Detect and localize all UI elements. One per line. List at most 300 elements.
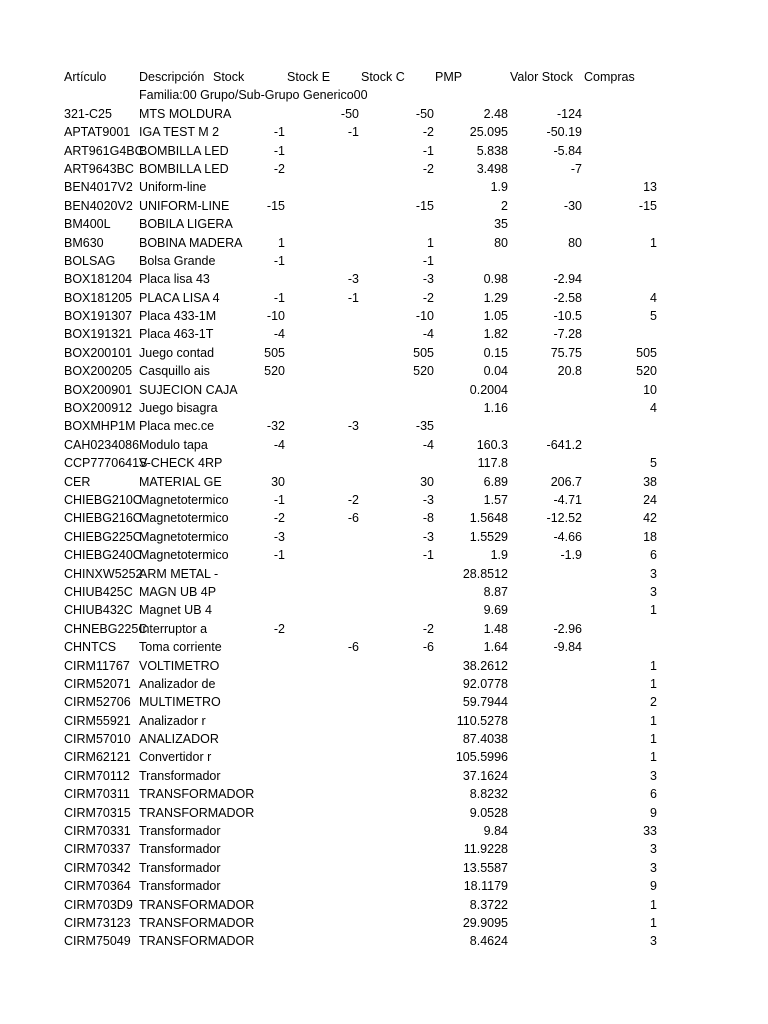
cell-stock xyxy=(213,657,285,675)
cell-stock: -32 xyxy=(266,419,285,434)
cell-stock-e xyxy=(287,325,359,343)
cell-stock-c xyxy=(361,693,434,711)
cell-stock-e xyxy=(287,399,359,417)
cell-compras: 3 xyxy=(650,768,657,783)
cell-compras: 6 xyxy=(650,548,657,563)
cell-stock-e xyxy=(287,730,359,748)
cell-descripcion: Transformador xyxy=(139,860,221,875)
cell-stock: -4 xyxy=(273,327,285,342)
cell-stock: 520 xyxy=(264,364,285,379)
cell-stock-e xyxy=(287,178,359,196)
table-row xyxy=(0,234,768,252)
cell-articulo: BOX200205 xyxy=(64,364,133,379)
cell-stock-c: -4 xyxy=(422,327,434,342)
cell-valor-stock: -12.52 xyxy=(546,511,582,526)
header-compras: Compras xyxy=(584,70,635,84)
cell-compras: 13 xyxy=(643,180,657,195)
table-row xyxy=(0,399,768,417)
cell-stock-e xyxy=(287,693,359,711)
cell-stock: -4 xyxy=(273,437,285,452)
cell-stock-c: 505 xyxy=(413,345,434,360)
cell-valor-stock xyxy=(510,215,582,233)
table-row xyxy=(0,896,768,914)
cell-articulo: CIRM70331 xyxy=(64,824,131,839)
table-row xyxy=(0,252,768,270)
cell-descripcion: Placa 433-1M xyxy=(139,309,217,324)
cell-descripcion: MULTIMETRO xyxy=(139,695,221,710)
cell-compras xyxy=(584,270,657,288)
cell-descripcion: UNIFORM-LINE xyxy=(139,198,230,213)
cell-descripcion: SUJECION CAJA xyxy=(139,382,238,397)
cell-stock-e xyxy=(287,307,359,325)
cell-articulo: CIRM75049 xyxy=(64,934,131,949)
cell-valor-stock: -124 xyxy=(556,106,582,121)
cell-stock-e xyxy=(287,252,359,270)
table-row xyxy=(0,546,768,564)
cell-pmp: 59.7944 xyxy=(462,695,508,710)
cell-stock-c: -2 xyxy=(422,125,434,140)
cell-stock-e xyxy=(287,381,359,399)
cell-stock-c xyxy=(361,896,434,914)
cell-stock-c: -3 xyxy=(422,492,434,507)
cell-stock-e xyxy=(287,840,359,858)
cell-compras: 6 xyxy=(650,787,657,802)
cell-stock-c xyxy=(361,730,434,748)
cell-compras xyxy=(584,436,657,454)
cell-descripcion: Juego contad xyxy=(139,345,215,360)
table-row xyxy=(0,197,768,215)
cell-stock-c xyxy=(361,785,434,803)
cell-stock-e: -50 xyxy=(340,106,359,121)
table-row xyxy=(0,877,768,895)
table-row xyxy=(0,528,768,546)
cell-pmp: 38.2612 xyxy=(462,658,508,673)
cell-valor-stock xyxy=(510,932,582,950)
cell-pmp: 1.5529 xyxy=(469,529,508,544)
cell-valor-stock xyxy=(510,601,582,619)
table-row xyxy=(0,509,768,527)
cell-stock-c: -6 xyxy=(422,640,434,655)
table-row xyxy=(0,362,768,380)
cell-articulo: CHIUB432C xyxy=(64,603,133,618)
spreadsheet xyxy=(0,68,768,951)
cell-descripcion: Casquillo ais xyxy=(139,364,210,379)
table-row xyxy=(0,344,768,362)
header-stock-c: Stock C xyxy=(361,70,405,84)
cell-pmp: 28.8512 xyxy=(462,566,508,581)
cell-pmp: 1.9 xyxy=(490,180,508,195)
cell-stock xyxy=(213,785,285,803)
data-rows xyxy=(0,105,768,951)
cell-stock xyxy=(213,896,285,914)
cell-pmp: 8.87 xyxy=(483,584,508,599)
cell-articulo: CAH0234086 xyxy=(64,437,140,452)
table-row xyxy=(0,822,768,840)
cell-stock-e xyxy=(287,583,359,601)
cell-compras: 5 xyxy=(650,309,657,324)
cell-articulo: CHIEBG210C xyxy=(64,492,142,507)
cell-compras: 1 xyxy=(650,750,657,765)
familia-row xyxy=(0,86,768,104)
table-row xyxy=(0,657,768,675)
cell-valor-stock: -7.28 xyxy=(553,327,582,342)
header-pmp: PMP xyxy=(435,70,463,84)
cell-stock xyxy=(213,675,285,693)
cell-stock-c xyxy=(361,877,434,895)
cell-stock-e xyxy=(287,142,359,160)
cell-stock xyxy=(213,693,285,711)
cell-stock xyxy=(213,822,285,840)
cell-stock xyxy=(213,454,285,472)
cell-pmp: 0.15 xyxy=(483,345,508,360)
cell-stock-c xyxy=(361,565,434,583)
cell-stock-e xyxy=(287,675,359,693)
cell-stock-e xyxy=(287,620,359,638)
cell-stock-e xyxy=(287,859,359,877)
cell-stock-c xyxy=(361,712,434,730)
cell-pmp: 5.838 xyxy=(476,143,508,158)
cell-stock-c xyxy=(361,399,434,417)
cell-stock-c xyxy=(361,932,434,950)
cell-stock xyxy=(213,178,285,196)
cell-pmp: 9.69 xyxy=(483,603,508,618)
cell-pmp: 37.1624 xyxy=(462,768,508,783)
cell-articulo: BOX181204 xyxy=(64,272,133,287)
cell-articulo: CER xyxy=(64,474,91,489)
cell-descripcion: Transformador xyxy=(139,768,221,783)
header-articulo: Artículo xyxy=(64,70,107,84)
cell-compras xyxy=(584,123,657,141)
cell-stock xyxy=(213,932,285,950)
cell-stock-c: -10 xyxy=(415,309,434,324)
cell-articulo: BOX191307 xyxy=(64,309,133,324)
cell-pmp: 9.84 xyxy=(483,824,508,839)
cell-valor-stock: -4.71 xyxy=(553,492,582,507)
cell-articulo: CHIEBG225C xyxy=(64,529,142,544)
cell-descripcion: Magnetotermico xyxy=(139,492,229,507)
cell-descripcion: Magnetotermico xyxy=(139,529,229,544)
cell-compras: 9 xyxy=(650,879,657,894)
table-row xyxy=(0,417,768,435)
cell-stock xyxy=(213,712,285,730)
cell-valor-stock xyxy=(510,252,582,270)
cell-descripcion: TRANSFORMADOR xyxy=(139,915,255,930)
cell-valor-stock xyxy=(510,712,582,730)
cell-pmp xyxy=(435,252,508,270)
table-row xyxy=(0,215,768,233)
cell-compras xyxy=(584,638,657,656)
cell-pmp: 110.5278 xyxy=(456,713,508,728)
header-stock-e: Stock E xyxy=(287,70,331,84)
cell-articulo: CIRM70311 xyxy=(64,787,130,802)
cell-stock-e xyxy=(287,344,359,362)
table-row xyxy=(0,142,768,160)
table-row xyxy=(0,712,768,730)
cell-pmp: 1.29 xyxy=(483,290,508,305)
table-row xyxy=(0,748,768,766)
cell-stock-c xyxy=(361,914,434,932)
header-row xyxy=(0,68,768,86)
cell-valor-stock: -1.9 xyxy=(560,548,582,563)
cell-descripcion: Juego bisagra xyxy=(139,401,218,416)
cell-compras xyxy=(584,105,657,123)
cell-compras xyxy=(584,215,657,233)
cell-compras: 1 xyxy=(650,658,657,673)
table-row xyxy=(0,289,768,307)
cell-stock-e: -6 xyxy=(347,640,359,655)
cell-stock-e xyxy=(287,234,359,252)
cell-valor-stock: -5.84 xyxy=(553,143,582,158)
table-row xyxy=(0,583,768,601)
cell-compras: 4 xyxy=(650,401,657,416)
cell-descripcion: TRANSFORMADOR xyxy=(139,805,255,820)
cell-stock-e xyxy=(287,657,359,675)
cell-articulo: CIRM57010 xyxy=(64,732,131,747)
cell-stock-c xyxy=(361,822,434,840)
cell-descripcion: TRANSFORMADOR xyxy=(139,787,255,802)
cell-stock-e: -1 xyxy=(347,125,359,140)
cell-stock-e xyxy=(287,822,359,840)
cell-pmp: 8.4624 xyxy=(469,934,508,949)
cell-descripcion: BOMBILLA LED xyxy=(139,143,229,158)
cell-stock: 30 xyxy=(271,474,285,489)
cell-descripcion: ARM METAL - xyxy=(139,566,219,581)
table-row xyxy=(0,620,768,638)
cell-articulo: CHINXW5252 xyxy=(64,566,143,581)
cell-descripcion: Convertidor r xyxy=(139,750,212,765)
cell-valor-stock xyxy=(510,822,582,840)
cell-stock: -1 xyxy=(273,548,285,563)
cell-stock xyxy=(213,601,285,619)
cell-stock-c xyxy=(361,454,434,472)
cell-compras: 18 xyxy=(643,529,657,544)
cell-compras: 33 xyxy=(643,824,657,839)
cell-compras: -15 xyxy=(638,198,657,213)
cell-stock: 1 xyxy=(278,235,285,250)
cell-valor-stock xyxy=(510,785,582,803)
cell-articulo: CIRM70112 xyxy=(64,768,130,783)
cell-stock xyxy=(213,583,285,601)
cell-valor-stock xyxy=(510,565,582,583)
table-row xyxy=(0,270,768,288)
cell-compras: 24 xyxy=(643,492,657,507)
header-descripcion: Descripción xyxy=(139,70,205,84)
table-row xyxy=(0,381,768,399)
cell-stock-c: -3 xyxy=(422,529,434,544)
cell-stock xyxy=(213,638,285,656)
cell-stock: -10 xyxy=(266,309,285,324)
cell-descripcion: TRANSFORMADOR xyxy=(139,897,255,912)
cell-articulo: BOXMHP1M xyxy=(64,419,136,434)
cell-stock-c xyxy=(361,767,434,785)
cell-valor-stock: -10.5 xyxy=(553,309,582,324)
cell-stock xyxy=(213,914,285,932)
cell-articulo: CHIUB425C xyxy=(64,584,133,599)
cell-stock: -15 xyxy=(266,198,285,213)
cell-articulo: CIRM62121 xyxy=(64,750,131,765)
cell-pmp: 8.8232 xyxy=(469,787,508,802)
table-row xyxy=(0,325,768,343)
cell-articulo: CIRM52071 xyxy=(64,676,131,691)
cell-articulo: BOX181205 xyxy=(64,290,133,305)
cell-articulo: CIRM11767 xyxy=(64,658,130,673)
cell-compras: 10 xyxy=(643,382,657,397)
cell-compras: 3 xyxy=(650,934,657,949)
cell-pmp: 3.498 xyxy=(476,161,508,176)
cell-stock-c: -3 xyxy=(422,272,434,287)
cell-valor-stock xyxy=(510,583,582,601)
cell-articulo: CIRM52706 xyxy=(64,695,131,710)
cell-stock: -2 xyxy=(273,511,285,526)
cell-valor-stock xyxy=(510,178,582,196)
cell-stock: -1 xyxy=(273,125,285,140)
cell-articulo: CCP7770641S xyxy=(64,456,148,471)
cell-stock-e xyxy=(287,748,359,766)
cell-descripcion: VOLTIMETRO xyxy=(139,658,220,673)
cell-stock-c: -2 xyxy=(422,621,434,636)
cell-valor-stock: -641.2 xyxy=(546,437,582,452)
cell-stock-c: -2 xyxy=(422,161,434,176)
cell-articulo: BOLSAG xyxy=(64,253,116,268)
cell-stock: 505 xyxy=(264,345,285,360)
cell-compras: 1 xyxy=(650,897,657,912)
cell-descripcion: MATERIAL GE xyxy=(139,474,222,489)
cell-pmp xyxy=(435,417,508,435)
cell-descripcion: Analizador r xyxy=(139,713,206,728)
table-row xyxy=(0,804,768,822)
table-row xyxy=(0,454,768,472)
cell-valor-stock: -7 xyxy=(570,161,582,176)
cell-valor-stock xyxy=(510,804,582,822)
cell-valor-stock: -2.94 xyxy=(553,272,582,287)
cell-descripcion: Transformador xyxy=(139,879,221,894)
cell-valor-stock xyxy=(510,914,582,932)
cell-valor-stock: -50.19 xyxy=(546,125,582,140)
cell-articulo: BOX200912 xyxy=(64,401,133,416)
cell-pmp: 18.1179 xyxy=(463,879,508,894)
cell-stock xyxy=(213,877,285,895)
cell-compras: 3 xyxy=(650,860,657,875)
cell-articulo: BM630 xyxy=(64,235,104,250)
cell-articulo: CHNEBG225C xyxy=(64,621,148,636)
cell-valor-stock: -4.66 xyxy=(553,529,582,544)
cell-stock xyxy=(213,381,285,399)
cell-stock-c: -35 xyxy=(415,419,434,434)
cell-descripcion: IGA TEST M 2 xyxy=(139,125,220,140)
cell-articulo: CIRM70315 xyxy=(64,805,131,820)
cell-valor-stock: -2.58 xyxy=(553,290,582,305)
cell-pmp: 29.9095 xyxy=(462,915,508,930)
cell-descripcion: Bolsa Grande xyxy=(139,253,216,268)
cell-stock-c xyxy=(361,215,434,233)
cell-stock-c xyxy=(361,381,434,399)
cell-pmp: 2 xyxy=(501,198,508,213)
cell-compras xyxy=(584,620,657,638)
cell-valor-stock xyxy=(510,748,582,766)
cell-pmp: 11.9228 xyxy=(463,842,508,857)
cell-compras: 42 xyxy=(643,511,657,526)
table-row xyxy=(0,601,768,619)
cell-articulo: CHNTCS xyxy=(64,640,117,655)
cell-valor-stock xyxy=(510,417,582,435)
table-row xyxy=(0,565,768,583)
cell-compras: 505 xyxy=(636,345,657,360)
table-row xyxy=(0,436,768,454)
cell-stock-e: -2 xyxy=(347,492,359,507)
cell-descripcion: Toma corriente xyxy=(139,640,222,655)
cell-articulo: BOX200101 xyxy=(64,345,133,360)
cell-pmp: 8.3722 xyxy=(469,897,508,912)
cell-descripcion: MAGN UB 4P xyxy=(139,584,217,599)
cell-valor-stock xyxy=(510,859,582,877)
header-stock: Stock xyxy=(213,70,245,84)
cell-pmp: 105.5996 xyxy=(455,750,508,765)
cell-stock xyxy=(213,859,285,877)
cell-articulo: CIRM703D9 xyxy=(64,897,133,912)
cell-pmp: 87.4038 xyxy=(462,732,508,747)
table-row xyxy=(0,638,768,656)
familia-label: Familia:00 Grupo/Sub-Grupo Generico00 xyxy=(139,88,368,103)
cell-stock-e xyxy=(287,546,359,564)
table-row xyxy=(0,473,768,491)
cell-stock-e xyxy=(287,215,359,233)
table-row xyxy=(0,123,768,141)
cell-valor-stock xyxy=(510,657,582,675)
cell-stock-c: 1 xyxy=(427,235,434,250)
cell-stock-c xyxy=(361,583,434,601)
cell-stock xyxy=(213,399,285,417)
cell-stock-e xyxy=(287,877,359,895)
cell-descripcion: Placa 463-1T xyxy=(139,327,214,342)
cell-compras: 1 xyxy=(650,235,657,250)
cell-articulo: CIRM73123 xyxy=(64,915,131,930)
cell-stock-e: -3 xyxy=(347,419,359,434)
cell-compras: 38 xyxy=(643,474,657,489)
cell-stock-c xyxy=(361,178,434,196)
cell-descripcion: Modulo tapa xyxy=(139,437,208,452)
table-row xyxy=(0,178,768,196)
cell-stock-c: -1 xyxy=(422,548,434,563)
cell-stock xyxy=(213,105,285,123)
cell-stock xyxy=(213,270,285,288)
cell-articulo: APTAT9001 xyxy=(64,125,131,140)
cell-stock-e xyxy=(287,932,359,950)
cell-articulo: BOX191321 xyxy=(64,327,133,342)
cell-stock xyxy=(213,730,285,748)
cell-compras: 520 xyxy=(636,364,657,379)
table-row xyxy=(0,859,768,877)
table-row xyxy=(0,932,768,950)
cell-stock-e xyxy=(287,454,359,472)
cell-valor-stock xyxy=(510,675,582,693)
cell-valor-stock xyxy=(510,693,582,711)
cell-stock: -1 xyxy=(273,290,285,305)
cell-stock: -2 xyxy=(273,161,285,176)
cell-articulo: ART9643BC xyxy=(64,161,134,176)
cell-valor-stock xyxy=(510,730,582,748)
cell-pmp: 1.48 xyxy=(483,621,508,636)
cell-pmp: 160.3 xyxy=(476,437,508,452)
cell-descripcion: Magnet UB 4 xyxy=(139,603,212,618)
cell-stock-c: -8 xyxy=(422,511,434,526)
cell-stock-c: -50 xyxy=(415,106,434,121)
table-row xyxy=(0,767,768,785)
cell-compras xyxy=(584,142,657,160)
cell-descripcion: Transformador xyxy=(139,842,221,857)
cell-stock xyxy=(213,565,285,583)
cell-compras xyxy=(584,417,657,435)
cell-stock xyxy=(213,804,285,822)
